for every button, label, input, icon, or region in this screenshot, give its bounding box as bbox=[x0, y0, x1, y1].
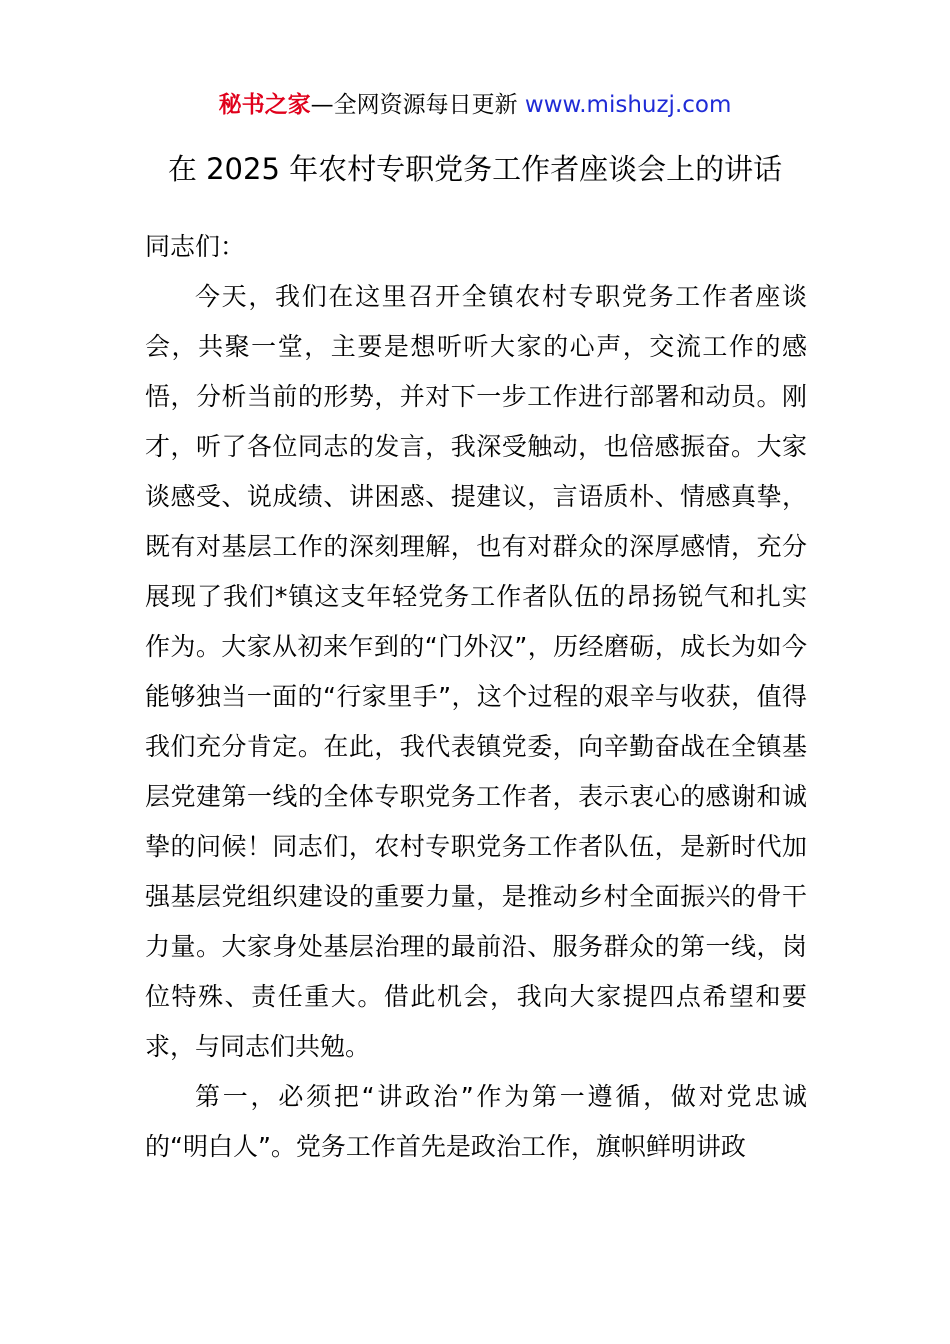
header-tagline: —全网资源每日更新 bbox=[310, 92, 525, 118]
document-title: 在 2025 年农村专职党务工作者座谈会上的讲话 bbox=[167, 152, 783, 186]
salutation: 同志们： bbox=[145, 232, 246, 261]
site-url-link[interactable]: www.mishuzj.com bbox=[524, 92, 732, 118]
document-body bbox=[145, 222, 807, 1172]
brand-name: 秘书之家 bbox=[218, 92, 311, 118]
paragraph-opening: 今天，我们在这里召开全镇农村专职党务工作者座谈会，共聚一堂，主要是想听听大家的心声，交流工作的感悟，分析当前的形势，并对下一步工作进行部署和动员。刚才，听了各位同志的发言，我深受触动，也倍感振奋。大家谈感受、说成绩、讲困惑、提建议，言语质朴、情感真挚，既有对基层工作的深刻理解，也有对群众的深厚感情，充分展现了我们*镇这支年轻党务工作者队伍的昂扬锐气和扎实作为。大家从初来乍到的“门外汉”，历经磨砺，成长为如今能够独当一面的“行家里手”，这个过程的艰辛与收获，值得我们充分肯定。在此，我代表镇党委，向辛勤奋战在全镇基层党建第一线的全体专职党务工作者，表示衷心的感谢和诚挚的问候！同志们，农村专职党务工作者队伍，是新时代加强基层党组织建设的重要力量，是推动乡村全面振兴的骨干力量。大家身处基层治理的最前沿、服务群众的第一线，岗位特殊、责任重大。借此机会，我向大家提四点希望和要求，与同志们共勉。 bbox=[145, 282, 807, 1061]
paragraph-first-requirement: 第一，必须把“讲政治”作为第一遵循，做对党忠诚的“明白人”。党务工作首先是政治工作，旗帜鲜明讲政 bbox=[145, 1082, 807, 1161]
site-header bbox=[0, 88, 950, 122]
